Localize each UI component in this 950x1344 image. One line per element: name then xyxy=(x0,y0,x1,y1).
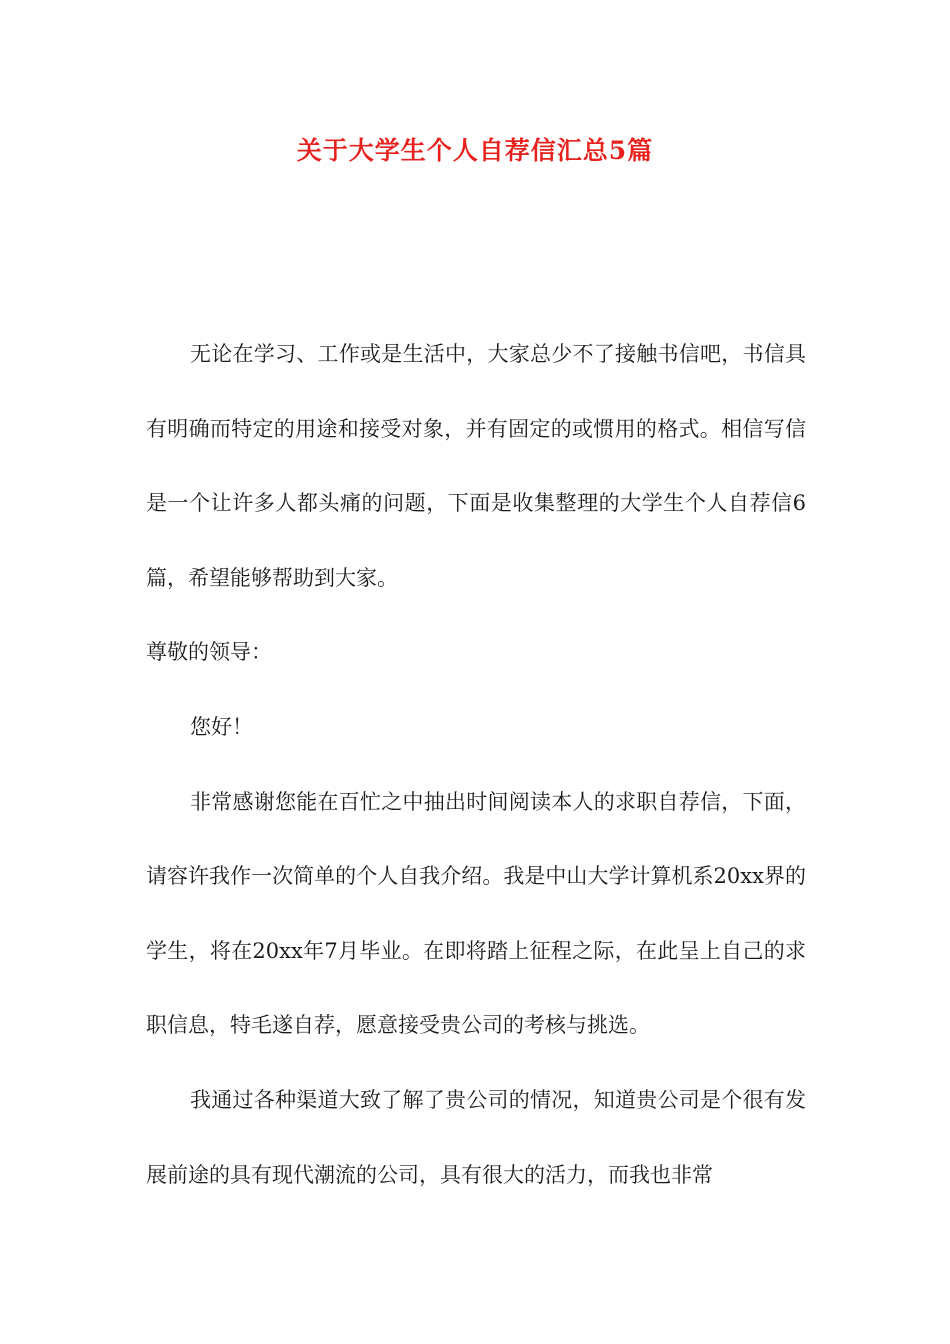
greeting: 您好！ xyxy=(190,714,253,739)
letter-paragraph-2: 我通过各种渠道大致了解了贵公司的情况，知道贵公司是个很有发展前途的具有现代潮流的公司，具有很大的活力，而我也非常 xyxy=(146,1087,806,1187)
salutation: 尊敬的领导： xyxy=(146,640,272,665)
intro-paragraph: 无论在学习、工作或是生活中，大家总少不了接触书信吧，书信具有明确而特定的用途和接受对象，并有固定的或惯用的格式。相信写信是一个让许多人都头痛的问题，下面是收集整理的大学生个人自荐信6篇，希望能够帮助到大家。 xyxy=(146,342,806,590)
document-body xyxy=(146,317,806,1212)
document-title: 关于大学生个人自荐信汇总5篇 xyxy=(296,136,654,165)
letter-paragraph-1: 非常感谢您能在百忙之中抽出时间阅读本人的求职自荐信，下面，请容许我作一次简单的个人自我介绍。我是中山大学计算机系20xx界的学生，将在20xx年7月毕业。在即将踏上征程之际，在此呈上自己的求职信息，特毛遂自荐，愿意接受贵公司的考核与挑选。 xyxy=(146,789,806,1038)
